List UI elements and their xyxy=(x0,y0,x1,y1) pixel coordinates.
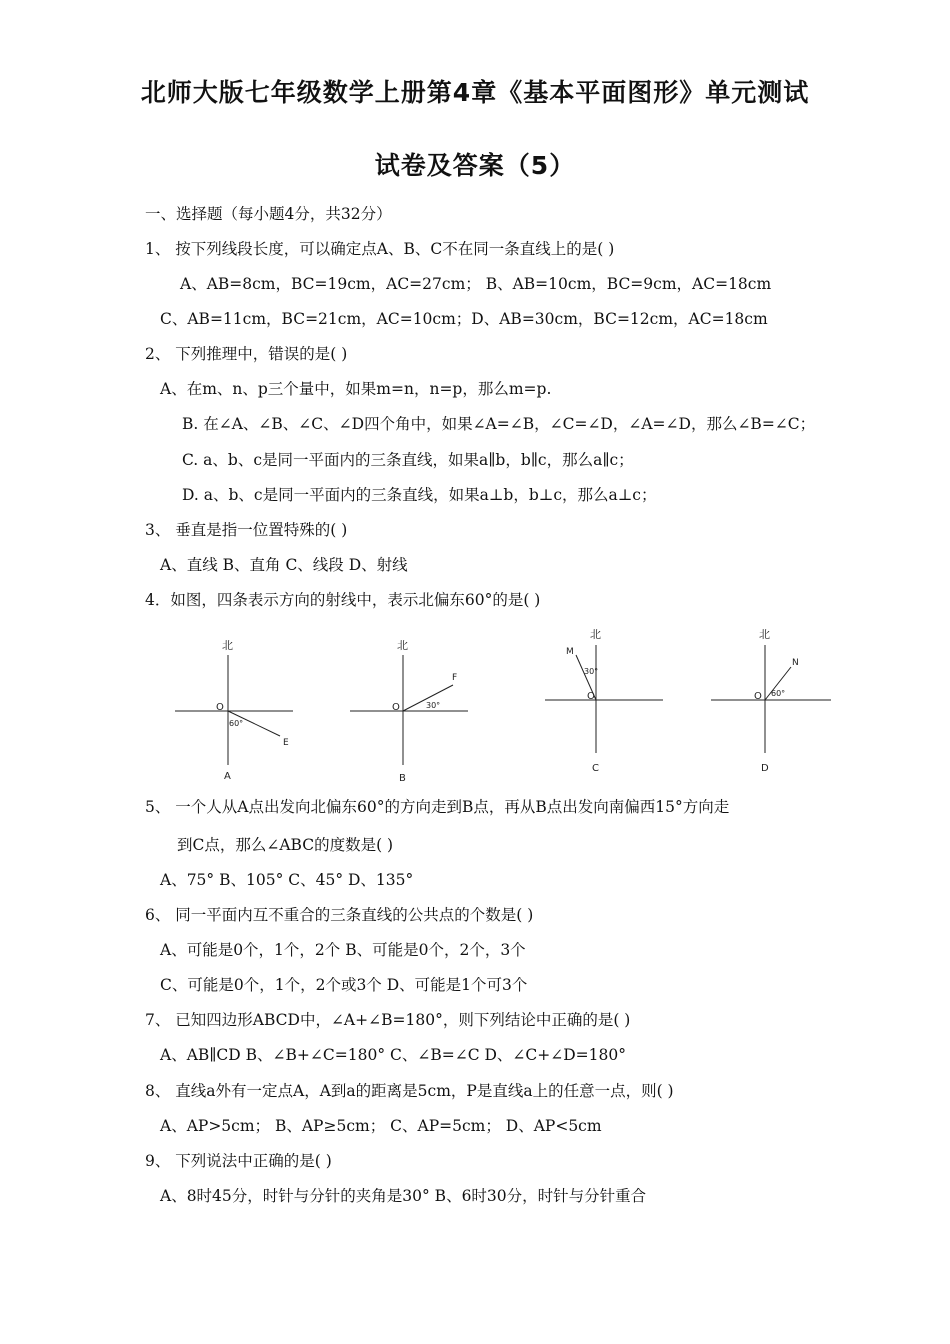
figure-caption: B xyxy=(399,773,406,784)
q5-stem-2: 到C点，那么∠ABC的度数是( ) xyxy=(177,836,394,854)
q1-options-cd: C、AB=11cm，BC=21cm，AC=10cm；D、AB=30cm，BC=12cm，AC=18cm xyxy=(160,310,768,328)
figure-caption: C xyxy=(592,763,599,774)
q7-stem: 7、 已知四边形ABCD中，∠A+∠B=180°，则下列结论中正确的是( ) xyxy=(145,1011,631,1029)
north-label: 北 xyxy=(759,628,770,641)
q6-options-cd: C、可能是0个，1个，2个或3个 D、可能是1个可3个 xyxy=(160,976,528,994)
angle-label: 30° xyxy=(584,667,599,676)
q2-option-a: A、在m、n、p三个量中，如果m=n，n=p，那么m=p. xyxy=(160,380,552,398)
q5-stem-1: 5、 一个人从A点出发向北偏东60°的方向走到B点，再从B点出发向南偏西15°方向走 xyxy=(145,798,730,816)
origin-label: O xyxy=(587,691,595,702)
q3-options: A、直线 B、直角 C、线段 D、射线 xyxy=(160,556,408,574)
q4-figure-d xyxy=(705,625,840,775)
q8-stem: 8、 直线a外有一定点A，A到a的距离是5cm，P是直线a上的任意一点，则( ) xyxy=(145,1082,674,1100)
q4-figure-c xyxy=(540,625,670,775)
ray-label: F xyxy=(452,673,458,683)
figure-caption: D xyxy=(761,763,769,774)
q3-stem: 3、 垂直是指一位置特殊的( ) xyxy=(145,521,348,539)
angle-label: 60° xyxy=(229,719,244,728)
q6-stem: 6、 同一平面内互不重合的三条直线的公共点的个数是( ) xyxy=(145,906,534,924)
q8-options: A、AP>5cm； B、AP≥5cm； C、AP=5cm； D、AP<5cm xyxy=(160,1117,602,1135)
figure-caption: A xyxy=(224,771,231,782)
q5-options: A、75° B、105° C、45° D、135° xyxy=(160,871,414,889)
ray-label: M xyxy=(566,647,574,657)
q2-option-c: C. a、b、c是同一平面内的三条直线，如果a∥b，b∥c，那么a∥c； xyxy=(182,451,634,469)
q4-figure-b xyxy=(345,635,480,785)
north-label: 北 xyxy=(397,639,408,652)
q9-options-ab: A、8时45分，时针与分针的夹角是30° B、6时30分，时针与分针重合 xyxy=(160,1187,647,1205)
angle-label: 60° xyxy=(771,689,786,698)
origin-label: O xyxy=(392,702,400,713)
title-line-1: 北师大版七年级数学上册第4章《基本平面图形》单元测试 xyxy=(140,78,810,107)
q2-stem: 2、 下列推理中，错误的是( ) xyxy=(145,345,348,363)
section-heading: 一、选择题（每小题4分，共32分） xyxy=(145,205,392,223)
north-label: 北 xyxy=(222,639,233,652)
q4-figure-a xyxy=(170,635,300,785)
q2-option-b: B. 在∠A、∠B、∠C、∠D四个角中，如果∠A=∠B，∠C=∠D，∠A=∠D，那么∠B=∠C； xyxy=(182,415,816,433)
origin-label: O xyxy=(754,691,762,702)
north-label: 北 xyxy=(590,628,601,641)
title-line-2: 试卷及答案（5） xyxy=(374,151,576,180)
angle-label: 30° xyxy=(426,701,441,710)
q1-options-ab: A、AB=8cm，BC=19cm，AC=27cm； B、AB=10cm，BC=9cm，AC=18cm xyxy=(180,275,772,293)
q7-options: A、AB∥CD B、∠B+∠C=180° C、∠B=∠C D、∠C+∠D=180° xyxy=(160,1046,626,1064)
q4-stem: 4．如图，四条表示方向的射线中，表示北偏东60°的是( ) xyxy=(145,591,541,609)
ray-label: E xyxy=(283,738,289,748)
q2-option-d: D. a、b、c是同一平面内的三条直线，如果a⊥b，b⊥c，那么a⊥c； xyxy=(182,486,657,504)
ray-label: N xyxy=(792,658,799,668)
origin-label: O xyxy=(216,702,224,713)
q1-stem: 1、 按下列线段长度，可以确定点A、B、C不在同一条直线上的是( ) xyxy=(145,240,615,258)
q6-options-ab: A、可能是0个，1个，2个 B、可能是0个，2个，3个 xyxy=(160,941,526,959)
q9-stem: 9、 下列说法中正确的是( ) xyxy=(145,1152,332,1170)
